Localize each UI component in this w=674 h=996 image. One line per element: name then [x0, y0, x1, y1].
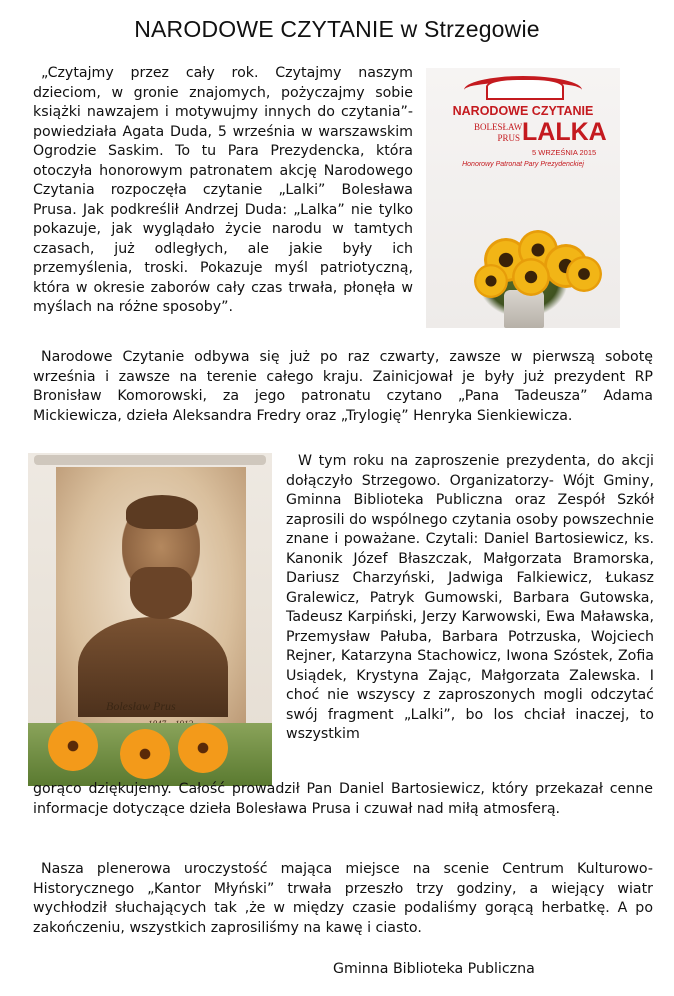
paragraph-readers-continued: gorąco dziękujemy. Całość prowadził Pan Daniel Bartosiewicz, który przekazał cenne informacje dotyczące dzieła Bolesława Prusa i czuwał nad miłą atmosferą. — [33, 781, 653, 817]
poster-date: 5 WRZEŚNIA 2015 — [532, 148, 597, 157]
gerbera-flower-icon — [120, 729, 170, 779]
paragraph-ceremony: Nasza plenerowa uroczystość mająca miejsce na scenie Centrum Kulturowo- Historycznego „Kantor Młyński” trwała przeszło trzy godziny, a wiejący wiatr wychłodził słuchających tak ,że w między czasie podaliśmy gorącą herbatkę. A po zakończeniu, wszystkich zaprosiliśmy na kawę i ciasto. — [33, 861, 653, 936]
open-book-icon — [486, 78, 564, 100]
paragraph-history: Narodowe Czytanie odbywa się już po raz czwarty, zawsze w pierwszą sobotę września i zawsze na terenie całego kraju. Zainicjował je były już prezydent RP Bronisław Komorowski, za jego patronatu czytano „Pana Tadeusza” Adama Mickiewicza, dzieła Aleksandra Fredry oraz „Trylogię” Henryka Sienkiewicza. — [33, 349, 653, 424]
poster-book-title: LALKA — [522, 118, 607, 146]
paragraph-quote: „Czytajmy przez cały rok. Czytajmy naszym dzieciom, w gronie znajomych, pożyczajmy sobie książki nawzajem i motywujmy innych do czytania”- powiedziała Agata Duda, 5 września w warszawskim Ogrodzie Saskim. To tu Para Prezydencka, która otoczyła honorowym patronatem akcję Narodowego Czytania rozpoczęła czytanie „Lalki” Bolesława Prusa. Jak podkreślił Andrzej Duda: „Lalka” nie tylko pokazuje, jak wyglądało życie narodu w tamtych czasach, już odległych, ale jakie były ich przemyślenia, troski. Pokazuje myśl patriotyczną, która w okresie zaborów cały czas trwała, płonęła w myślach na różne sposoby”. — [33, 65, 413, 315]
prus-portrait-photo — [28, 453, 272, 786]
poster-patronage: Honorowy Patronat Pary Prezydenckiej — [462, 161, 584, 168]
portrait-canvas — [56, 467, 246, 737]
scroll-rod-graphic — [34, 455, 266, 465]
sunflower-icon — [566, 256, 602, 292]
sunflower-icon — [512, 258, 550, 296]
portrait-signature: Bolesław Prus — [106, 699, 176, 713]
portrait-beard-graphic — [130, 567, 192, 619]
poster-heading: NARODOWE CZYTANIE — [452, 104, 594, 118]
poster-author — [474, 122, 523, 144]
event-poster-photo — [426, 68, 620, 328]
poster-author-first: BOLESŁAW — [474, 122, 523, 132]
sunflower-icon — [474, 264, 508, 298]
signature-library: Gminna Biblioteka Publiczna — [333, 961, 535, 977]
vase-graphic — [504, 290, 544, 328]
paragraph-readers: W tym roku na zaproszenie prezydenta, do akcji dołączyło Strzegowo. Organizatorzy- Wójt Gminy, Gminna Biblioteka Publiczna oraz Zespół Szkół zaprosili do wspólnego czytania osoby powszechnie znane i poważane. Czytali: Daniel Bartosiewicz, ks. Kanonik Józef Błaszczak, Małgorzata Bramorska, Dariusz Charzyński, Jadwiga Falkiewicz, Łukasz Gralewicz, Patryk Gumowski, Barbara Gutowska, Tadeusz Karpiński, Jerzy Karwowski, Ewa Maławska, Przemysław Pałuba, Barbara Potrzuska, Wojciech Rejner, Katarzyna Stachowicz, Iwona Szóstek, Zofia Usiądek, Krystyna Zając, Małgorzata Zalewska. I choć nie wszyscy z zaproszonych mogli odczytać swój fragment „Lalki”, bo los chciał inaczej, to wszystkim — [286, 453, 654, 742]
poster-author-last: PRUS — [497, 133, 520, 143]
gerbera-flower-icon — [48, 721, 98, 771]
page-title: NARODOWE CZYTANIE w Strzegowie — [134, 16, 540, 42]
portrait-hair-graphic — [126, 495, 198, 529]
gerbera-flower-icon — [178, 723, 228, 773]
